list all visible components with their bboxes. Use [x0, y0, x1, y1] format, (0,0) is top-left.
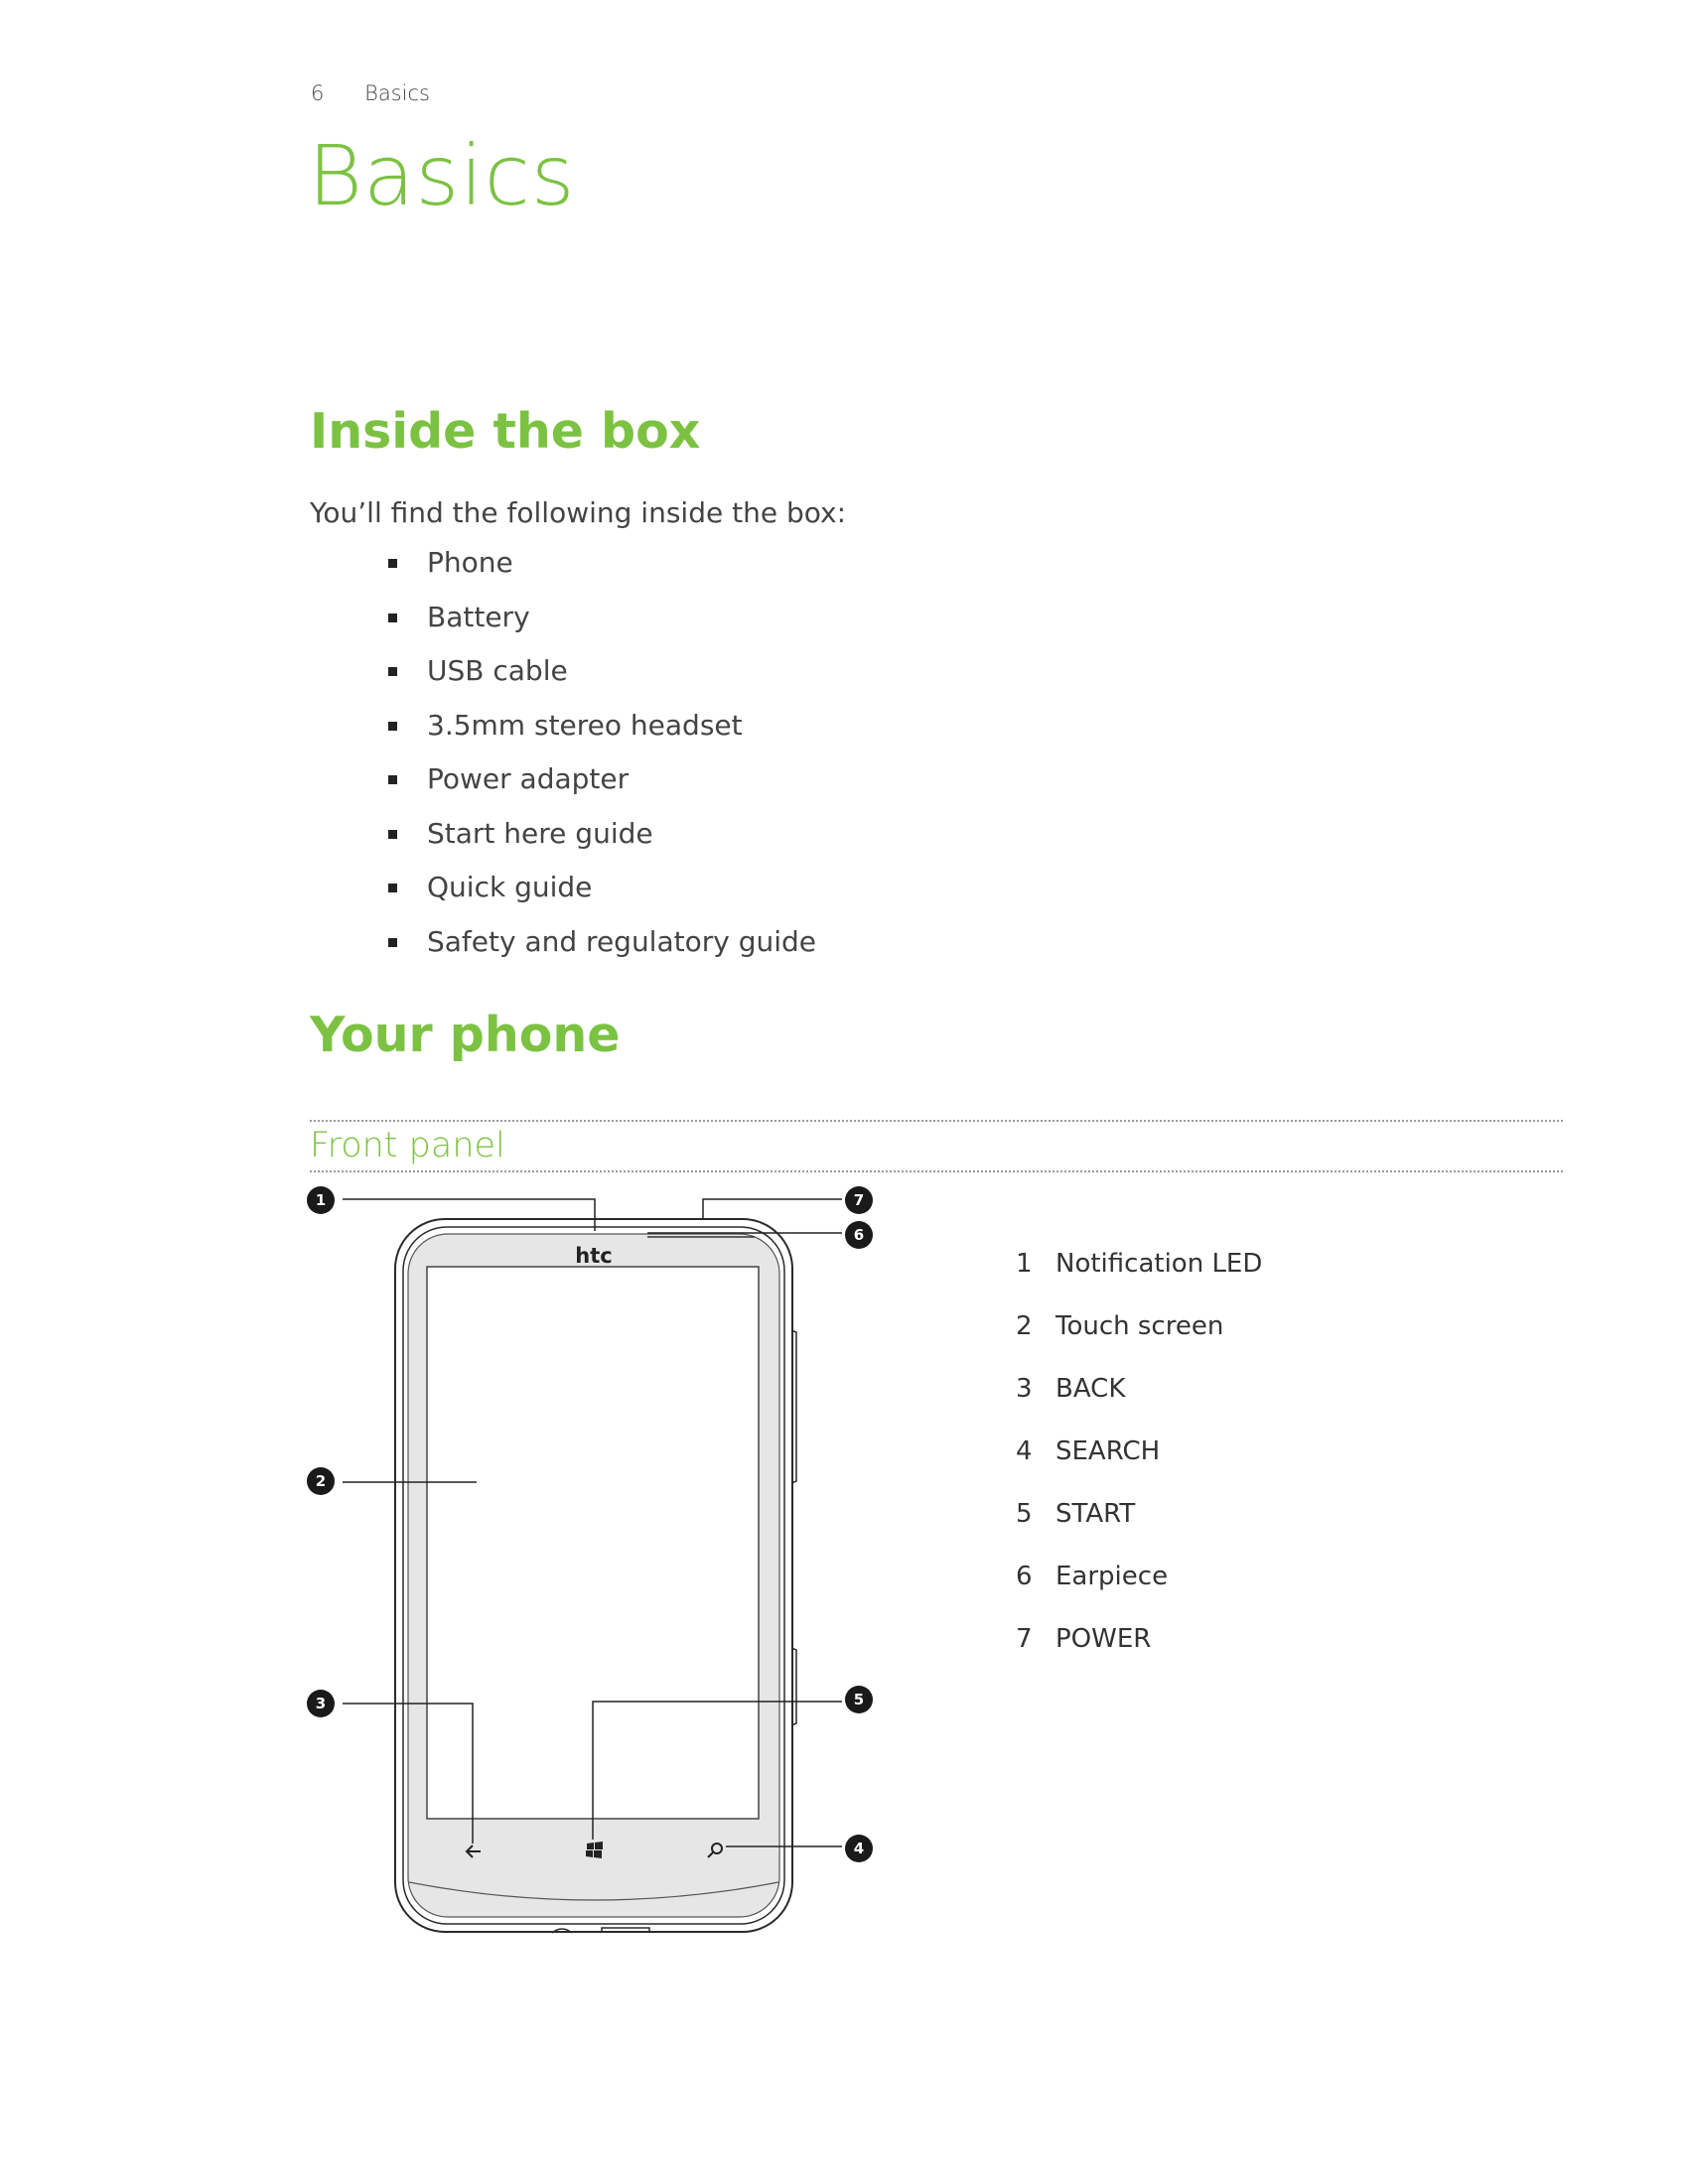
heading-inside-the-box: Inside the box	[310, 403, 701, 460]
svg-text:1: 1	[315, 1191, 327, 1209]
svg-text:5: 5	[853, 1691, 865, 1708]
callout-6	[845, 1221, 873, 1249]
list-item: 7 POWER	[1016, 1624, 1152, 1654]
running-section: Basics	[364, 81, 430, 105]
list-item: 5 START	[1016, 1499, 1136, 1529]
list-item: 4 SEARCH	[1016, 1436, 1161, 1466]
list-item: Phone	[385, 546, 816, 601]
svg-text:6: 6	[853, 1226, 865, 1244]
callout-4	[845, 1835, 873, 1862]
list-item: Power adapter	[385, 762, 816, 817]
list-item: Battery	[385, 601, 816, 655]
list-item: Safety and regulatory guide	[385, 925, 816, 980]
list-item: 3 BACK	[1016, 1374, 1126, 1404]
page-number: 6	[311, 81, 325, 105]
callout-1	[307, 1186, 335, 1214]
callout-7	[845, 1186, 873, 1214]
callout-2	[307, 1467, 335, 1495]
brand-logo: htc	[575, 1244, 613, 1268]
chapter-title: Basics	[308, 127, 576, 224]
list-item: Quick guide	[385, 871, 816, 925]
list-item: USB cable	[385, 654, 816, 709]
intro-text: You’ll find the following inside the box:	[310, 496, 846, 529]
front-panel-parts-list	[1016, 1249, 1262, 1687]
list-item: 1 Notification LED	[1016, 1249, 1263, 1279]
list-item: 2 Touch screen	[1016, 1311, 1224, 1341]
svg-text:4: 4	[853, 1840, 865, 1857]
svg-text:7: 7	[853, 1191, 865, 1209]
list-item: Start here guide	[385, 817, 816, 872]
heading-front-panel: Front panel	[310, 1126, 505, 1165]
leader-line-7	[703, 1199, 842, 1220]
list-item: 3.5mm stereo headset	[385, 709, 816, 763]
leader-line-1	[343, 1199, 595, 1231]
callout-3	[307, 1690, 335, 1717]
heading-your-phone: Your phone	[310, 1007, 621, 1063]
callout-5	[845, 1686, 873, 1713]
svg-text:3: 3	[315, 1695, 327, 1712]
svg-text:2: 2	[315, 1472, 327, 1490]
list-item: 6 Earpiece	[1016, 1562, 1169, 1591]
